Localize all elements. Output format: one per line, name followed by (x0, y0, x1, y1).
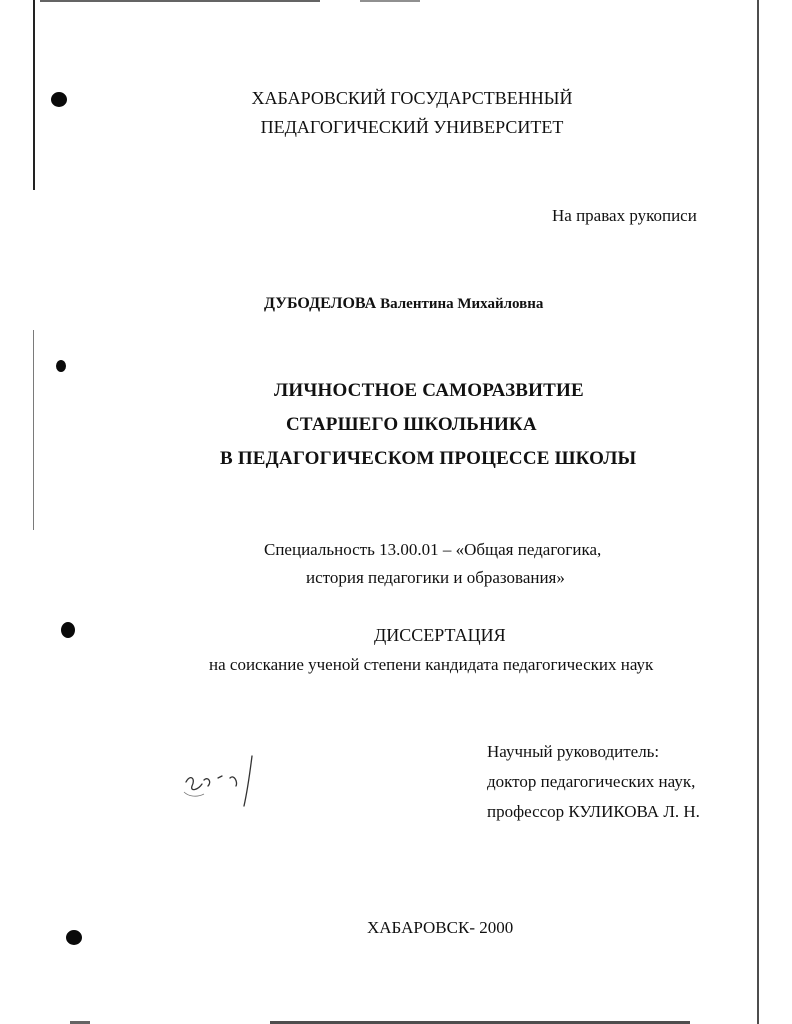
dissertation-title-line2: СТАРШЕГО ШКОЛЬНИКА (286, 414, 537, 435)
author-given-names: Валентина Михайловна (380, 296, 544, 312)
scan-edge-right (757, 0, 759, 1024)
binder-hole-icon (61, 622, 75, 638)
supervisor-degree: доктор педагогических наук, (487, 772, 696, 791)
dissertation-title-line1: ЛИЧНОСТНОЕ САМОРАЗВИТИЕ (274, 380, 584, 401)
specialty-line2: история педагогики и образования» (306, 568, 565, 587)
university-name-line2: ПЕДАГОГИЧЕСКИЙ УНИВЕРСИТЕТ (260, 117, 564, 137)
scan-edge-top-right (360, 0, 420, 2)
rights-note: На правах рукописи (552, 206, 697, 225)
specialty-line1: Специальность 13.00.01 – «Общая педагогика, (264, 540, 602, 559)
work-type-label: ДИССЕРТАЦИЯ (374, 625, 506, 645)
city-year: ХАБАРОВСК- 2000 (367, 918, 514, 937)
scan-edge-top (40, 0, 320, 2)
author-surname: ДУБОДЕЛОВА (264, 295, 377, 312)
author-name (264, 293, 543, 315)
binder-hole-icon (56, 360, 66, 372)
scan-edge-left-lower (33, 330, 34, 530)
signature-scribble (178, 752, 268, 812)
supervisor-name: профессор КУЛИКОВА Л. Н. (487, 802, 700, 821)
university-name-line1: ХАБАРОВСКИЙ ГОСУДАРСТВЕННЫЙ (251, 88, 573, 108)
binder-hole-icon (66, 930, 82, 945)
supervisor-heading: Научный руководитель: (487, 742, 660, 761)
work-type-purpose: на соискание ученой степени кандидата педагогических наук (209, 655, 654, 674)
dissertation-title-line3: В ПЕДАГОГИЧЕСКОМ ПРОЦЕССЕ ШКОЛЫ (220, 448, 637, 469)
